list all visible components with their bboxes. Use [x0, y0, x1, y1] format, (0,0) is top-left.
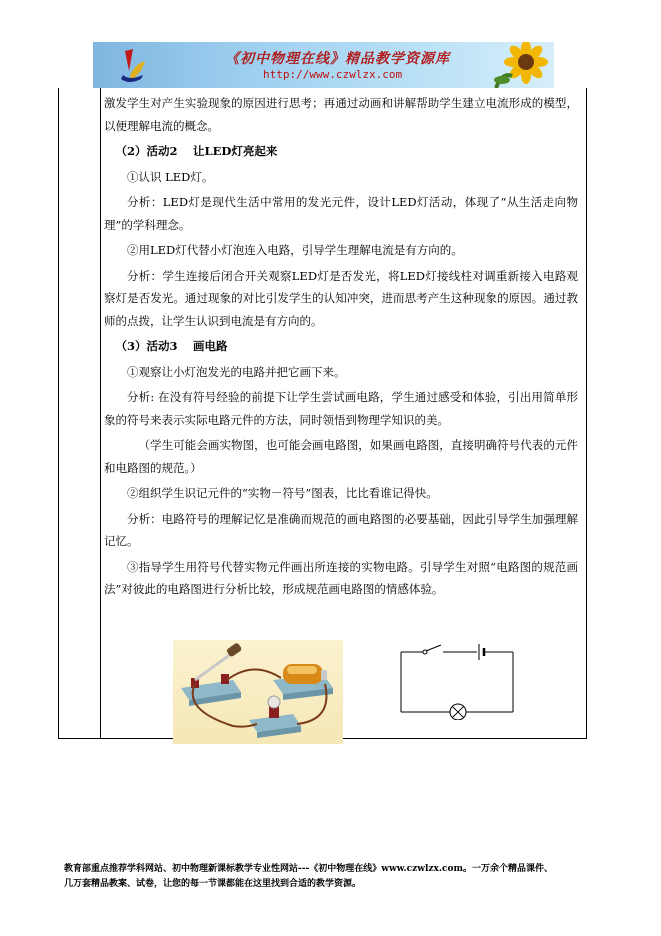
- page-footer: [64, 862, 604, 892]
- activity2-step2: ②用LED灯代替小灯泡连入电路，引导学生理解电流是有方向的。: [127, 243, 463, 257]
- circuit-photo: [173, 640, 343, 744]
- activity3-note: （学生可能会画实物图，也可能会画电路图，如果画电路图，直接明确符号代表的元件和电路图的规范。）: [104, 438, 578, 475]
- activity2-analysis2: 分析：学生连接后闭合开关观察LED灯是否发光，将LED灯接线柱对调重新接入电路观察灯是否发光。通过现象的对比引发学生的认知冲突，进而思考产生这种现象的原因。通过教师的点拨，让学生认识到电流是有方向的。: [104, 268, 578, 328]
- lamp-icon: [450, 704, 466, 720]
- activity3-step2: ②组织学生识记元件的“实物－符号”图表，比比看谁记得快。: [127, 486, 438, 500]
- header-banner: [93, 42, 554, 88]
- table-column-divider: [100, 88, 101, 738]
- battery-icon: [479, 644, 484, 660]
- circuit-photo-icon: [173, 640, 343, 744]
- site-logo-icon: [119, 45, 149, 85]
- activity2-step1: ①认识 LED灯。: [127, 169, 214, 184]
- activity2-analysis1: 分析：LED灯是现代生活中常用的发光元件，设计LED灯活动，体现了“从生活走向物理”的学科理念。: [104, 195, 578, 232]
- activity3-step1: ①观察让小灯泡发光的电路并把它画下来。: [127, 364, 346, 379]
- banner-title: 《初中物理在线》精品教学资源库: [225, 51, 450, 67]
- activity3-heading: （3）活动3 画电路: [115, 339, 228, 353]
- activity3-analysis1: 分析: 在没有符号经验的前提下让学生尝试画电路，学生通过感受和体验，引出用简单形象的符号来表示实际电路元件的方法，同时领悟到物理学知识的美。: [104, 390, 578, 427]
- activity3-step3: ③指导学生用符号代替实物元件画出所连接的实物电路。引导学生对照“电路图的规范画法”对彼此的电路图进行分析比较，形成规范画电路图的情感体验。: [104, 559, 578, 596]
- circuit-diagram: [395, 642, 519, 720]
- footer-line-1: 教育部重点推荐学科网站、初中物理新课标教学专业性网站---《初中物理在线》www.czwlzx.com。一万余个精品课件、: [64, 864, 554, 874]
- footer-line-2: 几万套精品教案、试卷，让您的每一节课都能在这里找到合适的教学资源。: [64, 879, 362, 889]
- sunflower-icon: [492, 42, 554, 88]
- activity2-heading: （2）活动2 让LED灯亮起来: [115, 144, 278, 158]
- lesson-content: [104, 92, 578, 604]
- activity3-analysis2: 分析：电路符号的理解记忆是准确而规范的画电路图的必要基础，因此引导学生加强理解记忆。: [104, 511, 578, 548]
- intro-paragraph: 激发学生对产生实验现象的原因进行思考；再通过动画和讲解帮助学生建立电流形成的模型，以便理解电流的概念。: [104, 96, 578, 133]
- banner-url[interactable]: http://www.czwlzx.com: [263, 68, 403, 81]
